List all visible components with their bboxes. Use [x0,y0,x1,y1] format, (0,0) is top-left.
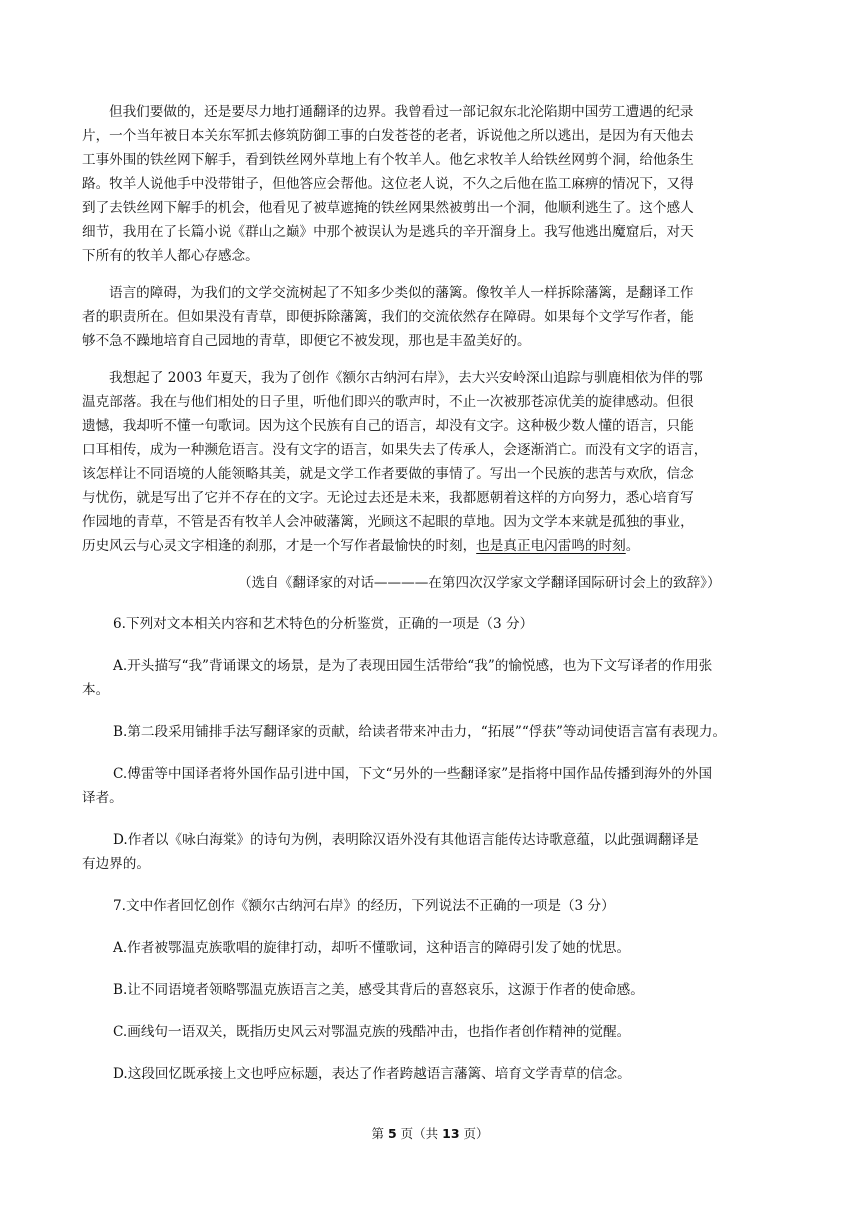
paragraph-1-line: 但我们要做的，还是要尽力地打通翻译的边界。我曾看过一部记叙东北沦陷期中国劳工遭遇的纪录 [109,104,694,120]
question-6-option-c-cont: 译者。 [82,790,123,806]
paragraph-3-line: 该怎样让不同语境的人能领略其美，就是文学工作者要做的事情了。写出一个民族的悲苦与欢欣，信念 [82,466,694,482]
question-7-option-d: D.这段回忆既承接上文也呼应标题，表达了作者跨越语言藩篱、培育文学青草的信念。 [113,1066,631,1082]
page-footer [0,1122,860,1146]
paragraph-2-line: 者的职责所在。但如果没有青草，即便拆除藩篱，我们的交流依然存在障碍。如果每个文学写作者，能 [82,309,694,325]
footer-middle: 页（共 [396,1126,443,1141]
paragraph-1-line: 到了去铁丝网下解手的机会，他看见了被草遮掩的铁丝网果然被剪出一个洞，他顺利逃生了。这个感人 [82,200,694,216]
paragraph-3-period: 。 [625,538,640,554]
paragraph-1-line: 片，一个当年被日本关东军抓去修筑防御工事的白发苍苍的老者，诉说他之所以逃出，是因为有天他去 [82,128,694,144]
question-6-option-a-cont: 本。 [82,682,110,698]
question-6-option-b: B.第二段采用铺排手法写翻译家的贡献，给读者带来冲击力，“拓展”“俘获”等动词使语言富有表现力。 [113,724,727,740]
question-7-option-b: B.让不同语境者领略鄂温克族语言之美，感受其背后的喜怒哀乐，这源于作者的使命感。 [113,982,644,998]
paragraph-1-line: 路。牧羊人说他手中没带钳子，但他答应会帮他。这位老人说，不久之后他在监工麻痹的情况下，又得 [82,176,694,192]
question-7-option-a: A.作者被鄂温克族歌唱的旋律打动，却听不懂歌词，这种语言的障碍引发了她的忧思。 [113,940,631,956]
question-6-option-a: A.开头描写“我”背诵课文的场景，是为了表现田园生活带给“我”的愉悦感，也为下文写译者的作用张 [113,658,713,674]
question-7-stem: 7.文中作者回忆创作《额尔古纳河右岸》的经历，下列说法不正确的一项是（3 分） [113,898,615,914]
paragraph-3-last-line [82,534,639,558]
question-6-option-c: C.傅雷等中国译者将外国作品引进中国，下文“另外的一些翻译家”是指将中国作品传播到海外的外国 [113,766,713,782]
footer-suffix: 页） [459,1126,489,1141]
source-citation: （选自《翻译家的对话————在第四次汉学家文学翻译国际研讨会上的致辞》） [238,575,721,591]
paragraph-2-line: 够不急不躁地培育自己园地的青草，即便它不被发现，那也是丰盈美好的。 [82,333,531,349]
question-6-option-d: D.作者以《咏白海棠》的诗句为例，表明除汉语外没有其他语言能传达诗歌意蕴，以此强调翻译是 [113,832,699,848]
question-6-stem: 6.下列对文本相关内容和艺术特色的分析鉴赏，正确的一项是（3 分） [113,616,534,632]
paragraph-3-line: 作园地的青草，不管是否有牧羊人会冲破藩篱，光顾这不起眼的草地。因为文学本来就是孤独的事业， [82,514,694,530]
question-6-option-d-cont: 有边界的。 [82,856,150,872]
paragraph-3-line: 我想起了 2003 年夏天，我为了创作《额尔古纳河右岸》，去大兴安岭深山追踪与驯鹿相依为伴的鄂 [109,370,703,386]
footer-page-number: 5 [387,1126,397,1141]
paragraph-3-line: 与忧伤，就是写出了它并不存在的文字。无论过去还是未来，我都愿朝着这样的方向努力，悉心培育写 [82,490,694,506]
paragraph-2-line: 语言的障碍，为我们的文学交流树起了不知多少类似的藩篱。像牧羊人一样拆除藩篱，是翻译工作 [109,285,694,301]
paragraph-1-line: 细节，我用在了长篇小说《群山之巅》中那个被误认为是逃兵的辛开溜身上。我写他逃出魔窟后，对天 [82,224,694,240]
paragraph-3-text: 历史风云与心灵文字相逢的刹那，才是一个写作者最愉快的时刻， [82,538,477,554]
paragraph-1-line: 下所有的牧羊人都心存感念。 [82,248,259,264]
footer-total-pages: 13 [442,1126,460,1141]
question-7-option-c: C.画线句一语双关，既指历史风云对鄂温克族的残酷冲击，也指作者创作精神的觉醒。 [113,1024,631,1040]
footer-prefix: 第 [371,1126,388,1141]
paragraph-1-line: 工事外围的铁丝网下解手，看到铁丝网外草地上有个牧羊人。他乞求牧羊人给铁丝网剪个洞，给他条生 [82,152,694,168]
paragraph-3-line: 口耳相传，成为一种濒危语言。没有文字的语言，如果失去了传承人，会逐渐消亡。而没有文字的语言， [82,442,708,458]
paragraph-3-line: 遗憾，我却听不懂一句歌词。因为这个民族有自己的语言，却没有文字。这种极少数人懂的语言，只能 [82,418,694,434]
underlined-sentence: 也是真正电闪雷鸣的时刻 [476,538,626,554]
paragraph-3-line: 温克部落。我在与他们相处的日子里，听他们即兴的歌声时，不止一次被那苍凉优美的旋律感动。但很 [82,394,694,410]
